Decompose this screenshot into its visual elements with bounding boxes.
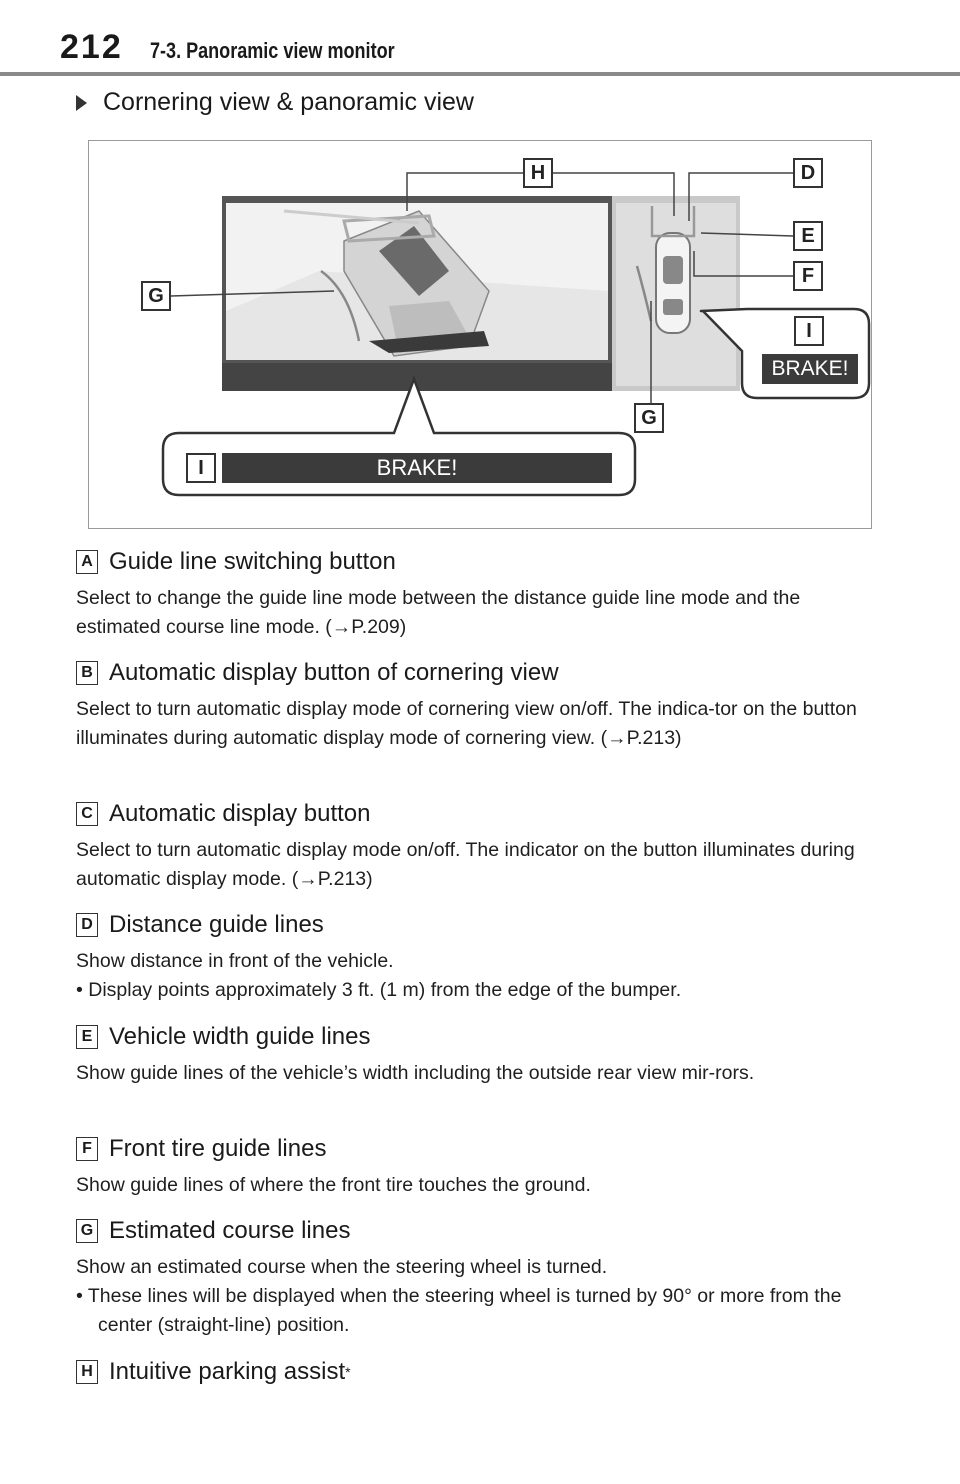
item-body: Select to turn automatic display mode of cornering view on/off. The indica-tor on the button illuminates during automatic display mode of cornering view. (→P.213) — [76, 698, 857, 749]
item-body: Show guide lines of the vehicle’s width including the outside rear view mir-rors. — [76, 1062, 755, 1084]
item-e — [76, 1021, 886, 1088]
item-body: Show distance in front of the vehicle. • Display points approximately 3 ft. (1 m) from the edge of the bumper. — [76, 947, 886, 1005]
letter-box-g: G — [76, 1219, 98, 1243]
monitor-figure — [88, 140, 872, 529]
letter-box-c: C — [76, 802, 98, 826]
letter-box-b: B — [76, 661, 98, 685]
subsection-title: Cornering view & panoramic view — [103, 88, 474, 116]
car-top-view — [656, 233, 690, 333]
item-body: Select to turn automatic display mode on/off. The indicator on the button illuminates during automatic display mode. (→P.213) — [76, 839, 855, 890]
item-g — [76, 1215, 886, 1340]
letter-box-a: A — [76, 550, 98, 574]
item-heading: Automatic display button — [109, 800, 371, 827]
subsection-heading — [76, 88, 474, 117]
item-body: Show guide lines of where the front tire touches the ground. — [76, 1174, 591, 1196]
item-heading: Intuitive parking assist — [109, 1358, 346, 1385]
item-heading: Distance guide lines — [109, 911, 324, 938]
callout-i-side: I — [794, 316, 824, 346]
item-heading: Automatic display button of cornering view — [109, 659, 559, 686]
header-rule — [0, 72, 960, 76]
letter-box-f: F — [76, 1137, 98, 1161]
triangle-bullet-icon — [76, 95, 87, 111]
item-heading: Estimated course lines — [109, 1217, 351, 1244]
item-a — [76, 546, 886, 642]
page-ref-arrow-icon: → — [331, 616, 352, 638]
callout-e: E — [793, 221, 823, 251]
page-number: 212 — [60, 28, 123, 66]
item-heading: Vehicle width guide lines — [109, 1023, 371, 1050]
item-heading: Guide line switching button — [109, 548, 396, 575]
callout-h: H — [523, 158, 553, 188]
letter-box-h: H — [76, 1360, 98, 1384]
item-b — [76, 657, 886, 753]
page-header — [0, 0, 960, 78]
item-body: Show an estimated course when the steering wheel is turned. • These lines will be displayed when the steering wheel is turned by 90° or more from the center (straight-line) position. — [76, 1253, 886, 1340]
chapter-title: 7-3. Panoramic view monitor — [150, 38, 395, 63]
callout-g-left: G — [141, 281, 171, 311]
page-ref-link[interactable]: P.213 — [317, 868, 367, 890]
footnote-marker: * — [345, 1364, 351, 1380]
page-ref-link[interactable]: P.209 — [351, 616, 400, 638]
letter-box-d: D — [76, 913, 98, 937]
brake-warning-main: BRAKE! — [222, 453, 612, 483]
page-ref-link[interactable]: P.213 — [626, 727, 676, 749]
item-c — [76, 798, 886, 894]
callout-g-bottom: G — [634, 403, 664, 433]
callout-f: F — [793, 261, 823, 291]
item-h — [76, 1356, 886, 1388]
callout-i-main: I — [186, 453, 216, 483]
item-heading: Front tire guide lines — [109, 1135, 327, 1162]
page-ref-arrow-icon: → — [298, 868, 318, 890]
brake-warning-side: BRAKE! — [762, 354, 858, 384]
bullet-point: • These lines will be displayed when the steering wheel is turned by 90° or more from the center (straight-line) position. — [76, 1285, 842, 1336]
letter-box-e: E — [76, 1025, 98, 1049]
item-f — [76, 1133, 886, 1200]
callout-d: D — [793, 158, 823, 188]
item-body: Select to change the guide line mode between the distance guide line mode and the estimated course line mode. (→P.209) — [76, 587, 801, 638]
bullet-point: • Display points approximately 3 ft. (1 m) from the edge of the bumper. — [76, 979, 682, 1001]
page-ref-arrow-icon: → — [607, 727, 627, 749]
item-d — [76, 909, 886, 1005]
